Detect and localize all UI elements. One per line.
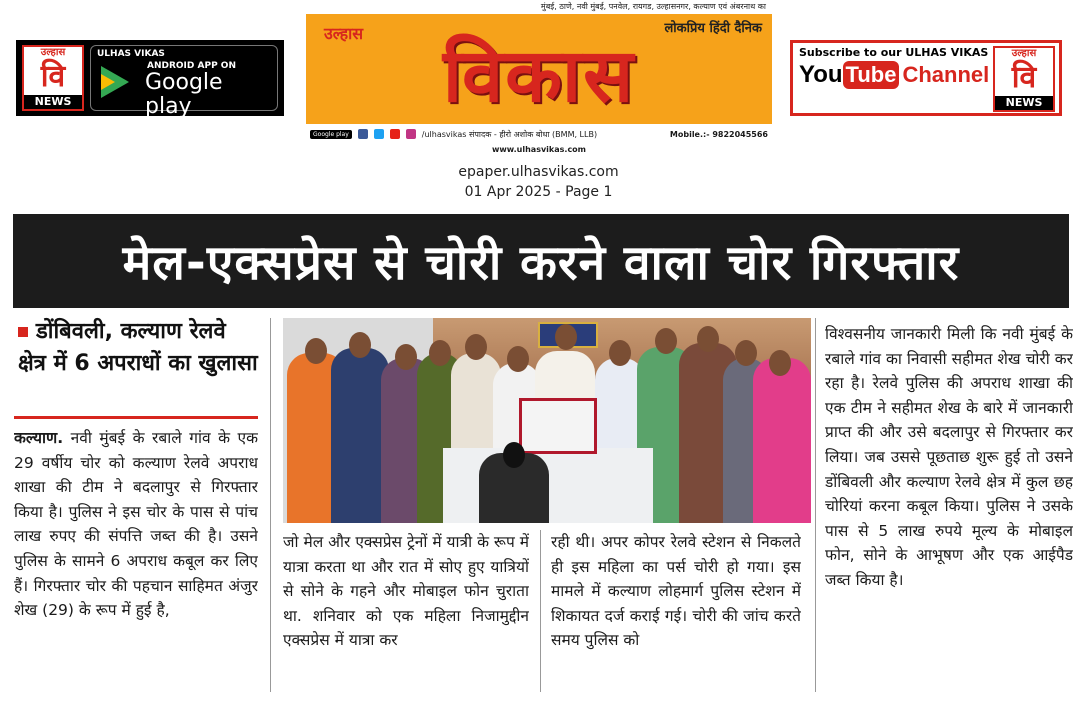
masthead-url[interactable]: www.ulhasvikas.com — [306, 144, 772, 155]
photo-head — [655, 328, 677, 354]
red-divider — [14, 416, 258, 419]
photo-head — [735, 340, 757, 366]
ulhas-news-logo-right — [993, 46, 1055, 112]
logo-glyph: वि — [40, 59, 66, 94]
masthead-tagline: लोकप्रिय हिंदी दैनिक — [664, 21, 762, 36]
photo-head — [429, 340, 451, 366]
photo-head — [609, 340, 631, 366]
install-now-label: Install now — [147, 119, 203, 129]
column-divider — [270, 318, 271, 692]
logo-top-text: उल्हास — [40, 47, 66, 58]
logo-bottom-text: NEWS — [995, 96, 1053, 110]
column-divider — [540, 530, 541, 692]
google-play-label: Google play — [145, 70, 223, 119]
photo-person — [753, 358, 811, 523]
masthead-info-bar — [306, 124, 772, 144]
facebook-icon[interactable] — [358, 129, 368, 139]
photo-head — [769, 350, 791, 376]
masthead-small-title: उल्हास — [324, 24, 364, 43]
masthead-cities: मुंबई, ठाणे, नवी मुंबई, पनवेल, रायगड, उल्हासनगर, कल्याण एवं अंबरनाथ का — [306, 0, 772, 14]
edition-date-page: 01 Apr 2025 - Page 1 — [464, 184, 613, 200]
article-column-1 — [14, 426, 258, 690]
bullet-square-icon — [18, 327, 28, 337]
photo-head — [395, 344, 417, 370]
article-column-4 — [825, 322, 1073, 692]
masthead-mobile: Mobile.:- 9822045566 — [669, 129, 768, 139]
photo-head — [305, 338, 327, 364]
article-col1-text: नवी मुंबई के रबाले गांव के एक 29 वर्षीय चोर को कल्याण रेलवे अपराध शाखा की टीम ने बदलापुर से गिरफ्तार किया है। पुलिस ने इस चोर के पास से पांच लाख रुपए की संपत्ति जब्त की है। उसने पुलिस के सामने 6 अपराध कबूल कर लिए हैं। गिरफ्तार चोर की पहचान साहिमत अंजुर शेख (29) के रूप में हुई है, — [14, 429, 258, 620]
article-column-3 — [551, 530, 801, 692]
youtube-icon[interactable] — [390, 129, 400, 139]
photo-head — [503, 442, 525, 468]
subheadline — [18, 316, 258, 380]
photo-head — [465, 334, 487, 360]
subscribe-label: Subscribe to our ULHAS VIKAS — [799, 46, 989, 59]
epaper-site[interactable]: epaper.ulhasvikas.com — [458, 164, 619, 180]
photo-head — [697, 326, 719, 352]
youtube-you: You — [799, 61, 843, 88]
youtube-channel-ad[interactable] — [790, 40, 1062, 116]
logo-bottom-text: NEWS — [24, 95, 82, 109]
masthead-social-editor: /ulhasvikas संपादक - हीरो अशोक बोधा (BMM, LLB) — [421, 129, 598, 139]
article-col3-text: रही थी। अपर कोपर रेलवे स्टेशन से निकलते ही इस महिला का पर्स चोरी हो गया। इस मामले में कल्याण लोहमार्ग पुलिस स्टेशन में शिकायत दर्ज कराई गई। चोरी की जांच करते समय पुलिस को — [551, 533, 801, 650]
photo-head — [349, 332, 371, 358]
photo-head — [507, 346, 529, 372]
masthead — [306, 0, 772, 155]
article-photo — [283, 318, 811, 523]
photo-display-board — [519, 398, 597, 454]
article-col2-text: जो मेल और एक्सप्रेस ट्रेनों में यात्री के रूप में यात्रा करता था और रात में सोए हुए यात्रियों से सोने के गहने और मोबाइल फोन चुराता था. शनिवार को एक महिला निजामुद्दीन एक्सप्रेस में यात्रा कर — [283, 533, 529, 650]
google-play-ad[interactable] — [16, 40, 284, 129]
column-divider — [815, 318, 816, 692]
ulhas-news-logo — [22, 45, 84, 111]
article-column-2 — [283, 530, 529, 692]
masthead-title: विकास — [442, 33, 636, 119]
subheadline-text: डोंबिवली, कल्याण रेलवे क्षेत्र में 6 अपराधों का खुलासा — [18, 319, 258, 376]
mini-google-play-badge[interactable]: Google play — [310, 130, 352, 139]
play-store-icon-inner — [101, 74, 115, 90]
article-dateline: कल्याण. — [14, 429, 64, 447]
twitter-icon[interactable] — [374, 129, 384, 139]
instagram-icon[interactable] — [406, 129, 416, 139]
android-app-label: ANDROID APP ON — [147, 61, 236, 71]
google-play-badge[interactable] — [90, 45, 278, 129]
logo-top-text: उल्हास — [1011, 48, 1037, 59]
photo-head — [555, 324, 577, 350]
youtube-tube: Tube — [843, 61, 900, 89]
channel-label: Channel — [902, 62, 990, 87]
logo-glyph: वि — [1011, 60, 1037, 95]
ad-brand: ULHAS VIKAS — [97, 49, 165, 59]
article-col4-text: विश्वसनीय जानकारी मिली कि नवी मुंबई के रबाले गांव का निवासी सहीमत शेख चोरी कर रहा है। रेलवे पुलिस की अपराध शाखा की एक टीम ने सहीमत शेख के बारे में जानकारी प्राप्त की और उसे बदलापुर से गिरफ्तार कर लिया। जब उससे पूछताछ शुरू हुई तो उसने डोंबिवली और कल्याण रेलवे क्षेत्र में कुल छह चोरियां करना कबूल किया। पुलिस ने उसके पास से 5 लाख रुपये मूल्य के मोबाइल फोन, सोने के आभूषण और एक आईपैड जब्त किया है। — [825, 325, 1073, 589]
main-headline: मेल-एक्सप्रेस से चोरी करने वाला चोर गिरफ्तार — [13, 214, 1069, 308]
